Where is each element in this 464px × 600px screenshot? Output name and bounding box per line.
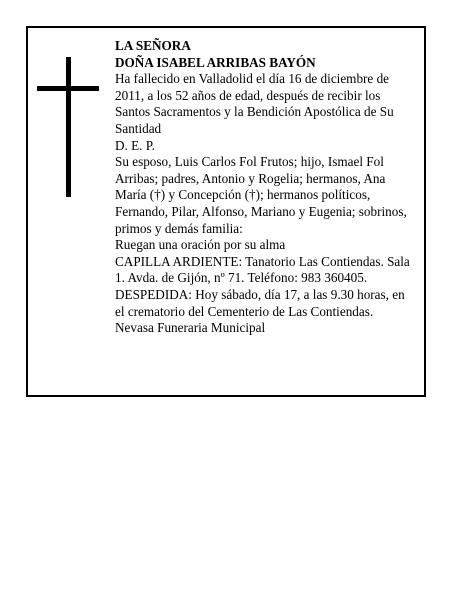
- chapel-info: CAPILLA ARDIENTE: Tanatorio Las Contiendas. Sala 1. Avda. de Gijón, nº 71. Teléfono: 983 360405.: [115, 253, 410, 286]
- deceased-name: DOÑA ISABEL ARRIBAS BAYÓN: [115, 54, 316, 70]
- prayer-request: Ruegan una oración por su alma: [115, 237, 286, 253]
- farewell-info: DESPEDIDA: Hoy sábado, día 17, a las 9.30 horas, en el crematorio del Cementerio de Las Contiendas.: [115, 286, 405, 319]
- family-list: Su esposo, Luis Carlos Fol Frutos; hijo, Ismael Fol Arribas; padres, Antonio y Rogelia; hermanos, Ana María (†) y Concepción (†); hermanos políticos, Fernando, Pilar, Alfonso, Mariano y Eugenia; sobrinos, primos y demás familia:: [115, 154, 407, 236]
- dep-line: D. E. P.: [115, 137, 155, 153]
- obituary-text: [115, 38, 415, 337]
- funeral-home: Nevasa Funeraria Municipal: [115, 320, 266, 336]
- death-announcement: Ha fallecido en Valladolid el día 16 de diciembre de 2011, a los 52 años de edad, después de recibir los Santos Sacramentos y la Bendición Apostólica de Su Santidad: [115, 71, 394, 136]
- cross-icon-crossbar: [37, 86, 99, 91]
- cross-icon: [66, 57, 71, 197]
- title-line1: LA SEÑORA: [115, 38, 191, 53]
